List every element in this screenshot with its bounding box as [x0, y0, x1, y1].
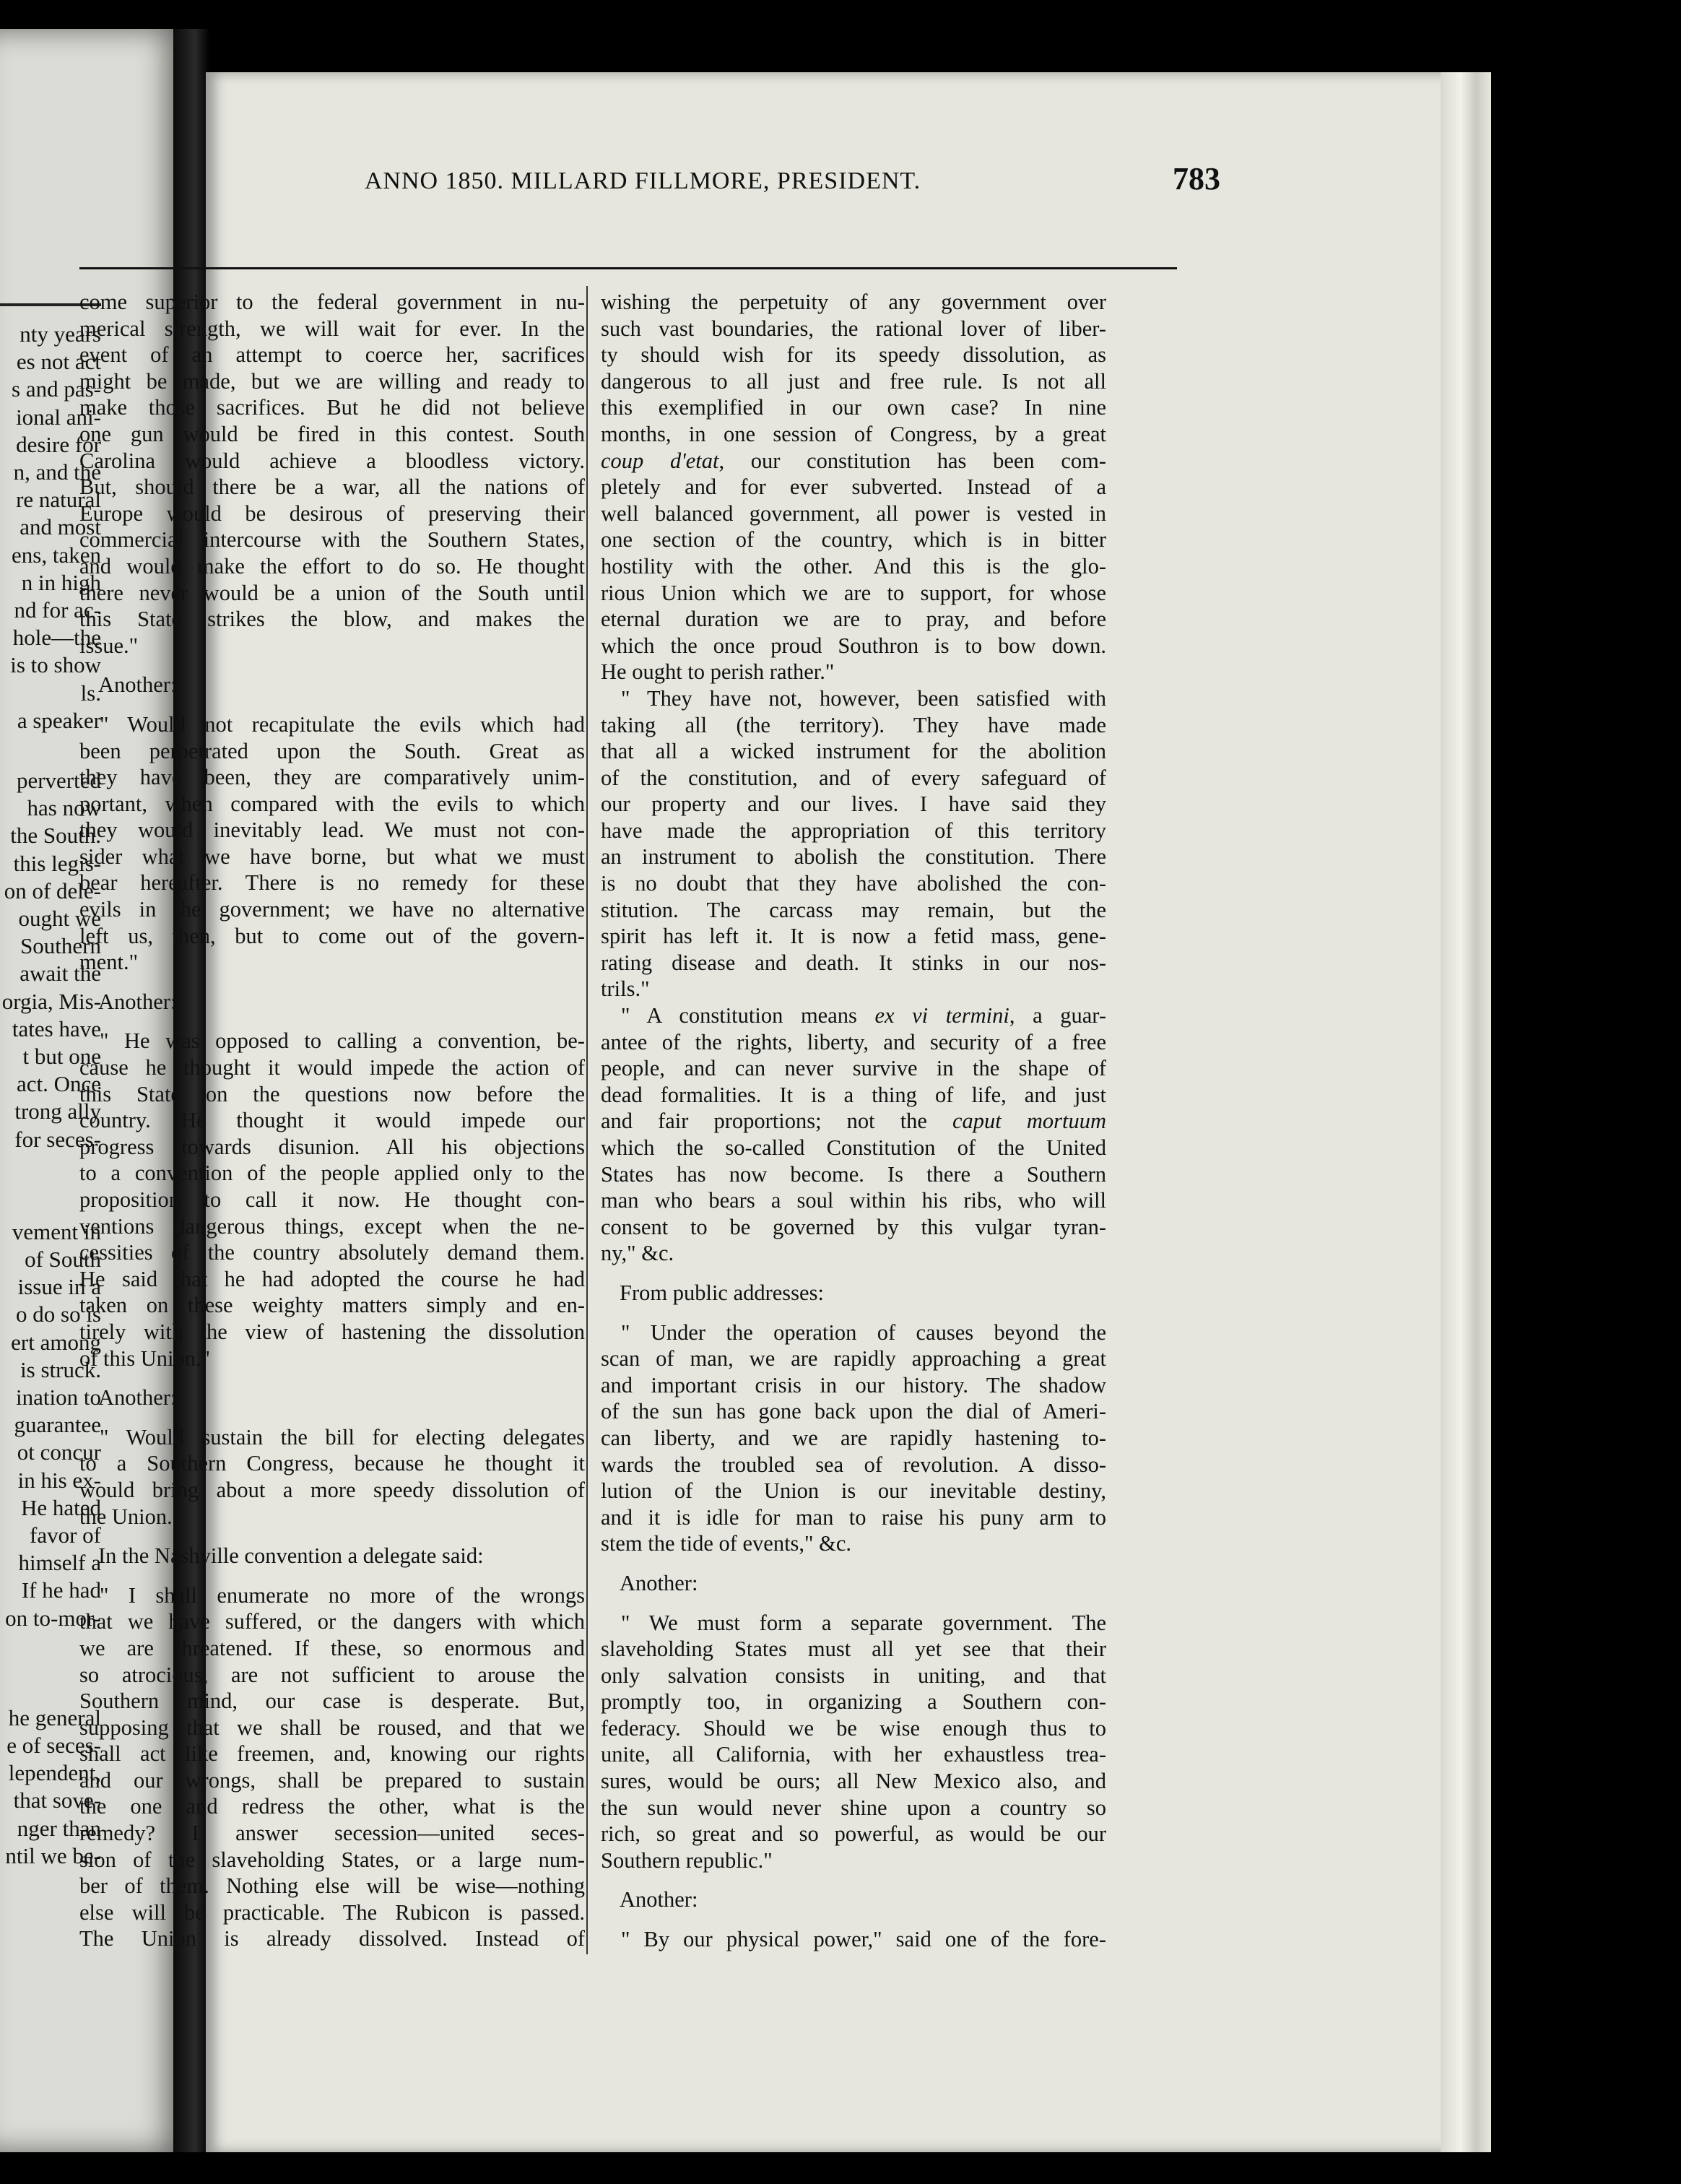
- previous-page-line: ot concur: [17, 1439, 101, 1465]
- text-line: so atrocious, are not sufficient to arouse the: [79, 1662, 585, 1687]
- previous-page-line: desire for: [16, 431, 101, 457]
- previous-page-line: ls.: [80, 680, 101, 706]
- text-line: pletely and for ever subverted. Instead of a: [601, 474, 1106, 500]
- text-line: our property and our lives. I have said they: [601, 792, 1106, 817]
- previous-page-line: the South.: [10, 823, 101, 849]
- previous-page-line: guarantee: [14, 1412, 101, 1438]
- text-line: and important crisis in our history. The shadow: [601, 1372, 1106, 1398]
- text-line: In the Nashville convention a delegate said:: [98, 1543, 484, 1569]
- text-line: well balanced government, all power is vested in: [601, 500, 1106, 526]
- text-line: ment.": [79, 950, 139, 975]
- text-line: portant, when compared with the evils to which: [79, 791, 585, 816]
- previous-page-line: this legis-: [13, 850, 101, 876]
- text-line: Southern mind, our case is desperate. But,: [79, 1689, 585, 1714]
- text-line: an instrument to abolish the constitution. There: [601, 844, 1106, 870]
- text-line: one section of the country, which is in bitter: [601, 527, 1106, 552]
- previous-page-line: lependent,: [8, 1760, 101, 1786]
- right-column: [601, 289, 1106, 1953]
- previous-page-line: nd for ac-: [14, 597, 101, 623]
- previous-page-line: n in high: [21, 569, 101, 595]
- text-line: and our wrongs, shall be prepared to sustain: [79, 1767, 585, 1793]
- text-line: spirit has left it. It is now a fetid mass, gene-: [601, 924, 1106, 949]
- text-line: this exemplified in our own case? In nine: [601, 395, 1106, 420]
- text-line: people, and can never survive in the shape of: [601, 1056, 1106, 1081]
- text-line: rating disease and death. It stinks in our nos-: [601, 950, 1106, 975]
- text-line: Another:: [98, 672, 177, 698]
- text-line: From public addresses:: [620, 1280, 824, 1305]
- text-line: taking all (the territory). They have made: [601, 712, 1106, 737]
- text-line: scan of man, we are rapidly approaching a great: [601, 1346, 1106, 1372]
- text-line: remedy? I answer secession—united seces-: [79, 1821, 585, 1846]
- text-line: dead formalities. It is a thing of life, and just: [601, 1082, 1106, 1107]
- text-line: Another:: [620, 1887, 698, 1912]
- text-line: States has now become. Is there a Southern: [601, 1161, 1106, 1187]
- text-line: and fair proportions; not the caput mortuum: [601, 1109, 1106, 1134]
- text-line: the one and redress the other, what is the: [79, 1794, 585, 1819]
- text-line: make those sacrifices. But he did not believe: [79, 395, 585, 420]
- previous-page-line: ntil we be-: [5, 1842, 101, 1868]
- text-line: " They have not, however, been satisfied with: [621, 685, 1106, 711]
- text-line: ty should wish for its speedy dissolution, as: [601, 342, 1106, 368]
- previous-page-line: ert among: [11, 1329, 101, 1355]
- text-line: only salvation consists in uniting, and that: [601, 1663, 1106, 1688]
- text-line: wards the troubled sea of revolution. A disso-: [601, 1452, 1106, 1477]
- text-line: country. He thought it would impede our: [79, 1108, 585, 1133]
- text-line: Europe would be desirous of preserving their: [79, 500, 585, 526]
- previous-page-line: nty years: [19, 321, 101, 347]
- text-line: commercial intercourse with the Southern States,: [79, 527, 585, 552]
- text-line: of the sun has gone back upon the dial of Ameri-: [601, 1399, 1106, 1424]
- text-line: have made the appropriation of this territory: [601, 818, 1106, 843]
- previous-page-line: ens, taken: [12, 542, 101, 568]
- header-rule: [79, 267, 1177, 269]
- text-line: ber of them. Nothing else will be wise—nothing: [79, 1873, 585, 1899]
- previous-page-line: he general: [8, 1704, 101, 1730]
- text-line: ny," &c.: [601, 1241, 674, 1266]
- previous-page-line: orgia, Mis-: [1, 988, 101, 1014]
- previous-page-line: re natural: [16, 487, 101, 513]
- previous-page-line: o do so is: [16, 1301, 101, 1327]
- previous-page-line: trong ally: [14, 1098, 101, 1124]
- text-line: Carolina would achieve a bloodless victory.: [79, 448, 585, 473]
- text-line: and would make the effort to do so. He thought: [79, 553, 585, 578]
- previous-page-line: issue in a: [17, 1274, 101, 1300]
- text-line: the Union.": [79, 1504, 182, 1529]
- text-line: " By our physical power," said one of the fore-: [621, 1927, 1106, 1952]
- text-line: the sun would never shine upon a country so: [601, 1795, 1106, 1820]
- text-line: tirely with the view of hastening the dissolution: [79, 1319, 585, 1344]
- text-line: consent to be governed by this vulgar tyran-: [601, 1214, 1106, 1239]
- running-head: ANNO 1850. MILLARD FILLMORE, PRESIDENT.: [364, 168, 921, 194]
- previous-page-line: e of seces-: [6, 1733, 101, 1758]
- text-line: ventions dangerous things, except when the ne-: [79, 1213, 585, 1239]
- text-line: been perpetrated upon the South. Great as: [79, 738, 585, 763]
- previous-page-line: hole—the: [12, 625, 101, 651]
- previous-page-line: has now: [27, 795, 101, 821]
- previous-page-line: perverted: [16, 768, 101, 793]
- page-header: [79, 160, 1220, 211]
- previous-page-line: Southern: [20, 933, 101, 959]
- text-line: antee of the rights, liberty, and security of a free: [601, 1029, 1106, 1054]
- text-line: that all a wicked instrument for the abolition: [601, 739, 1106, 764]
- text-line: trils.": [601, 976, 650, 1002]
- text-line: The Union is already dissolved. Instead of: [79, 1926, 585, 1951]
- previous-page-line: He hated: [20, 1494, 101, 1520]
- previous-page-line: a speaker: [17, 707, 101, 733]
- previous-page-line: and most: [19, 514, 101, 540]
- previous-page-line: ination to: [16, 1384, 101, 1410]
- text-line: issue.": [79, 633, 139, 658]
- previous-page-line: himself a: [18, 1550, 101, 1576]
- previous-page-line: of South: [25, 1247, 101, 1272]
- text-line: bear hereafter. There is no remedy for these: [79, 870, 585, 896]
- text-line: else will be practicable. The Rubicon is passed.: [79, 1899, 585, 1925]
- previous-page-line: vement in: [12, 1218, 101, 1244]
- previous-page-line: for seces-: [14, 1126, 101, 1152]
- text-line: merical strength, we will wait for ever. In the: [79, 316, 585, 341]
- text-line: evils in the government; we have no alternative: [79, 897, 585, 922]
- text-line: sion of the slaveholding States, or a large num-: [79, 1847, 585, 1872]
- text-line: to a Southern Congress, because he thought it: [79, 1451, 585, 1476]
- previous-page-line: on to-mor-: [5, 1605, 101, 1631]
- text-line: they would inevitably lead. We must not con-: [79, 818, 585, 843]
- page-number: 783: [1173, 161, 1220, 196]
- text-line: Southern republic.": [601, 1847, 773, 1873]
- previous-page-line: ought we: [18, 906, 101, 931]
- text-line: " Under the operation of causes beyond the: [621, 1320, 1106, 1345]
- text-line: such vast boundaries, the rational lover of liber-: [601, 316, 1106, 341]
- text-line: " A constitution means ex vi termini, a guar-: [621, 1003, 1106, 1028]
- text-line: taken on these weighty matters simply and en-: [79, 1293, 585, 1318]
- text-line: rich, so great and so powerful, as would be our: [601, 1821, 1106, 1847]
- text-line: would bring about a more speedy dissolution of: [79, 1477, 585, 1502]
- text-line: we are threatened. If these, so enormous and: [79, 1635, 585, 1660]
- text-line: unite, all California, with her exhaustless trea-: [601, 1742, 1106, 1767]
- text-line: lution of the Union is our inevitable destiny,: [601, 1478, 1106, 1504]
- previous-page-line: is struck.: [20, 1356, 101, 1382]
- text-line: progress towards disunion. All his objections: [79, 1134, 585, 1159]
- text-line: of the constitution, and of every safeguard of: [601, 765, 1106, 790]
- text-line: wishing the perpetuity of any government over: [601, 290, 1106, 314]
- column-rule: [586, 286, 588, 1954]
- text-line: " Would sustain the bill for electing delegates: [100, 1424, 585, 1450]
- text-line: stitution. The carcass may remain, but the: [601, 897, 1106, 922]
- text-line: sider what we have borne, but what we must: [79, 844, 585, 869]
- text-line: this State strikes the blow, and makes the: [79, 607, 585, 632]
- text-line: event of an attempt to coerce her, sacrifices: [79, 342, 585, 368]
- text-line: of this Union.": [79, 1346, 211, 1371]
- previous-page-line: that sove-: [13, 1788, 101, 1814]
- text-line: Another:: [620, 1570, 698, 1595]
- text-line: to a convention of the people applied only to the: [79, 1161, 585, 1186]
- page-edge: [1441, 72, 1491, 2152]
- previous-page-line: ional ani-: [16, 404, 101, 430]
- text-line: and it is idle for man to raise his puny arm to: [601, 1504, 1106, 1530]
- text-line: " Would not recapitulate the evils which had: [100, 711, 585, 737]
- text-line: proposition to call it now. He thought con-: [79, 1187, 585, 1212]
- text-line: dangerous to all just and free rule. Is not all: [601, 368, 1106, 394]
- previous-page-line: tates have: [12, 1015, 101, 1041]
- text-line: months, in one session of Congress, by a great: [601, 421, 1106, 446]
- text-line: hostility with the other. And this is the glo-: [601, 553, 1106, 578]
- text-line: slaveholding States must all yet see that their: [601, 1637, 1106, 1662]
- text-line: He ought to perish rather.": [601, 659, 835, 685]
- text-line: Another:: [98, 1385, 177, 1410]
- text-line: which the so-called Constitution of the United: [601, 1135, 1106, 1160]
- previous-page-line: in his ex-: [17, 1467, 101, 1493]
- text-line: come superior to the federal government in nu-: [79, 290, 585, 314]
- text-line: coup d'etat, our constitution has been com-: [601, 448, 1106, 473]
- text-line: there never would be a union of the South until: [79, 580, 585, 605]
- text-line: But, should there be a war, all the nations of: [79, 474, 585, 500]
- text-line: they have been, they are comparatively unim-: [79, 765, 585, 790]
- left-column: [79, 289, 585, 1952]
- text-line: cause he thought it would impede the action of: [79, 1055, 585, 1080]
- text-line: man who bears a soul within his ribs, who will: [601, 1188, 1106, 1213]
- text-line: sures, would be ours; all New Mexico also, and: [601, 1769, 1106, 1794]
- text-line: " We must form a separate government. The: [621, 1610, 1106, 1635]
- previous-page-line: act. Once: [16, 1071, 101, 1097]
- text-line: that we have suffered, or the dangers with which: [79, 1609, 585, 1634]
- text-line: Another:: [98, 989, 177, 1014]
- previous-page-line: n, and the: [13, 459, 101, 485]
- text-line: " I shall enumerate no more of the wrongs: [100, 1582, 585, 1608]
- previous-page-line: es not act: [16, 349, 101, 375]
- text-line: promptly too, in organizing a Southern con-: [601, 1689, 1106, 1715]
- previous-page-line: nger than: [17, 1815, 101, 1841]
- text-line: He said that he had adopted the course he had: [79, 1266, 585, 1291]
- text-line: supposing that we shall be roused, and that we: [79, 1715, 585, 1740]
- text-line: " He was opposed to calling a convention, be-: [100, 1028, 585, 1054]
- text-line: stem the tide of events," &c.: [601, 1531, 852, 1556]
- text-line: federacy. Should we be wise enough thus to: [601, 1715, 1106, 1741]
- text-line: might be made, but we are willing and ready to: [79, 368, 585, 394]
- text-line: one gun would be fired in this contest. South: [79, 421, 585, 446]
- text-line: which the once proud Southron is to bow down.: [601, 633, 1106, 658]
- text-line: is no doubt that they have abolished the con-: [601, 871, 1106, 896]
- previous-page-line: is to show: [10, 652, 101, 678]
- text-line: left us, then, but to come out of the govern-: [79, 923, 585, 948]
- text-line: can liberty, and we are rapidly hastening to-: [601, 1425, 1106, 1450]
- previous-page-line: s and pas-: [12, 376, 101, 402]
- text-line: rious Union which we are to support, for whose: [601, 580, 1106, 605]
- previous-page-line: await the: [19, 961, 101, 987]
- text-line: this State on the questions now before the: [79, 1081, 585, 1106]
- text-line: cessities of the country absolutely demand them.: [79, 1240, 585, 1265]
- previous-page-line: on of dele-: [4, 878, 101, 904]
- previous-page-line: t but one: [22, 1044, 101, 1069]
- previous-page-line: favor of: [30, 1522, 101, 1548]
- previous-page-line: If he had: [21, 1577, 101, 1603]
- text-line: eternal duration we are to pray, and before: [601, 607, 1106, 632]
- text-line: shall act like freemen, and, knowing our rights: [79, 1741, 585, 1767]
